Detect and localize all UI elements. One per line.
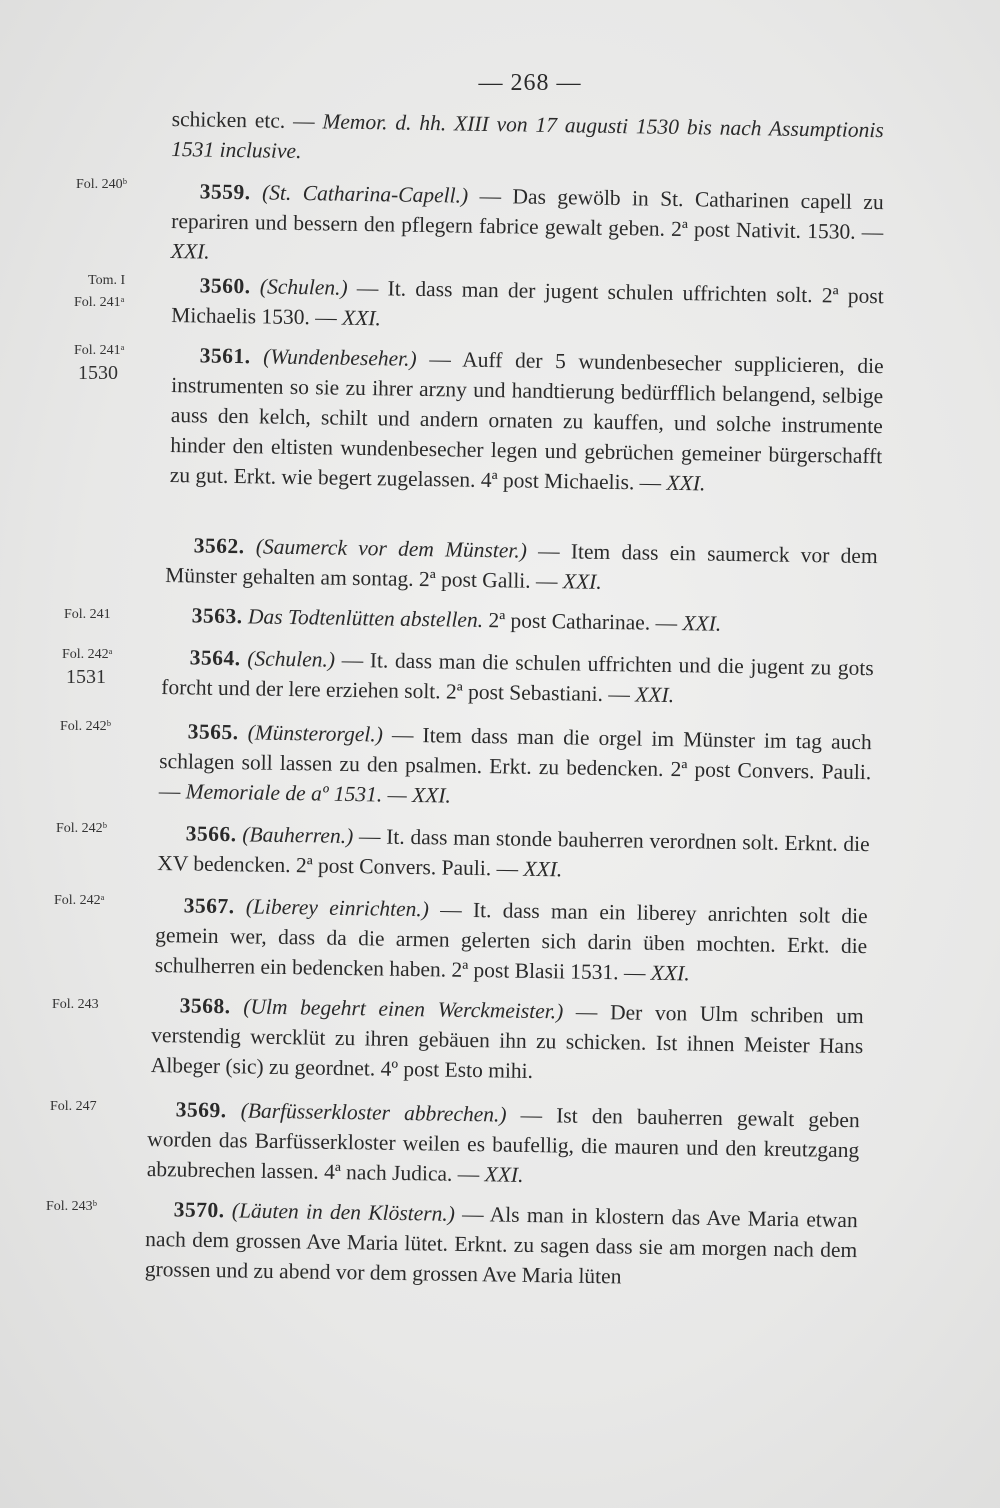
margin-note-fol: Fol. 241	[64, 607, 111, 622]
margin-year: 1531	[66, 666, 106, 688]
entry-3561: 3561. (Wundenbeseher.) — Auff der 5 wundenbesecher supplicieren, die instrumenten so sie zu ihrer arzny und handtierung bedürfflich belangend, selbige auss den kelch, schilt und andern ornaten zu kauffen, und solche instrumente hinder den eltisten wundenbesecher legen und gebrüchen gemeiner bürgerschafft zu gut. Erkt. wie begert zugelassen. 4ª post Michaelis. — XXI.	[169, 343, 884, 496]
margin-note-fol: Fol. 243ᵇ	[46, 1199, 98, 1214]
margin-note-fol: Fol. 241ᵃ 1530	[74, 343, 125, 384]
margin-note-fol: Fol. 243	[52, 997, 99, 1012]
entry-3559: 3559. (St. Catharina-Capell.) — Das gewölb in St. Catharinen capell zu repariren und bessern den pflegern fabrice gewalt geben. 2ª post Nativit. 1530. — XXI.	[170, 179, 884, 264]
margin-note-fol: Fol. 240ᵇ	[76, 177, 128, 192]
continuation-text: schicken etc. — Memor. d. hh. XIII von 17 augusti 1530 bis nach Assumptionis 1531 inclusive.	[171, 106, 884, 164]
entry-3560: 3560. (Schulen.) — It. dass man der jugent schulen uffrichten solt. 2ª post Michaelis 1530. — XXI.	[171, 273, 884, 331]
entry-3562: 3562. (Saumerck vor dem Münster.) — Item dass ein saumerck vor dem Münster gehalten am sontag. 2ª post Galli. — XXI.	[165, 533, 878, 594]
entry-3565: 3565. (Münsterorgel.) — Item dass man die orgel im Münster im tag auch schlagen soll lassen zu den psalmen. Erkt. zu bedencken. 2ª post Convers. Pauli. — Memoriale de aº 1531. — XXI.	[158, 719, 872, 808]
memor-reference: Memor. d. hh. XIII von 17 augusti 1530 bis nach Assumptionis 1531 inclusive.	[171, 109, 884, 164]
margin-note-fol: Fol. 242ᵇ	[60, 719, 112, 734]
margin-note-fol: Fol. 242ᵃ 1531	[62, 647, 113, 688]
entry-3564: 3564. (Schulen.) — It. dass man die schulen uffrichten und die jugent zu gots forcht und der lere erziehen solt. 2ª post Sebastiani. — XXI.	[161, 645, 874, 708]
margin-note-fol: Fol. 241ᵃ	[74, 295, 125, 310]
entry-3566: 3566. (Bauherren.) — It. dass man stonde bauherren verordnen solt. Erknt. die XV bedencken. 2ª post Convers. Pauli. — XXI.	[157, 821, 870, 882]
page-number: — 268 —	[478, 70, 582, 96]
margin-note-fol: Fol. 247	[50, 1099, 97, 1114]
entry-3563: 3563. Das Todtenlütten abstellen. 2ª post Catharinae. — XXI.	[191, 603, 722, 636]
margin-note-fol: Fol. 242ᵃ	[54, 893, 105, 908]
entry-3567: 3567. (Liberey einrichten.) — It. dass man ein liberey anrichten solt die gemein wer, dass da die armen gelerten sich darin üben mochten. Erkt. die schulherren ein bedencken haben. 2ª post Blasii 1531. — XXI.	[154, 893, 868, 986]
entry-3569: 3569. (Barfüsserkloster abbrechen.) — Ist den bauherren gewalt geben worden das Barfüsserkloster weilen es baufellig, die mauren und den kreutzgang abzubrechen lassen. 4ª nach Judica. — XXI.	[146, 1097, 860, 1187]
margin-year: 1530	[78, 362, 118, 384]
entry-3570: 3570. (Läuten in den Klöstern.) — Als man in klostern das Ave Maria etwan nach dem grossen Ave Maria lütet. Erknt. zu sagen dass sie am morgen nach dem grossen und zu abend vor dem grossen Ave Maria lüten	[144, 1197, 858, 1289]
margin-note-fol: Fol. 242ᵇ	[56, 821, 108, 836]
entry-3568: 3568. (Ulm begehrt einen Werckmeister.) — Der von Ulm schriben um verstendig wercklüt zu ihren gebäuen ihn zu schicken. Ist ihnen Meister Hans Albeger (sic) zu geordnet. 4º post Esto mihi.	[150, 993, 864, 1083]
margin-note-tom: Tom. I	[88, 273, 126, 288]
